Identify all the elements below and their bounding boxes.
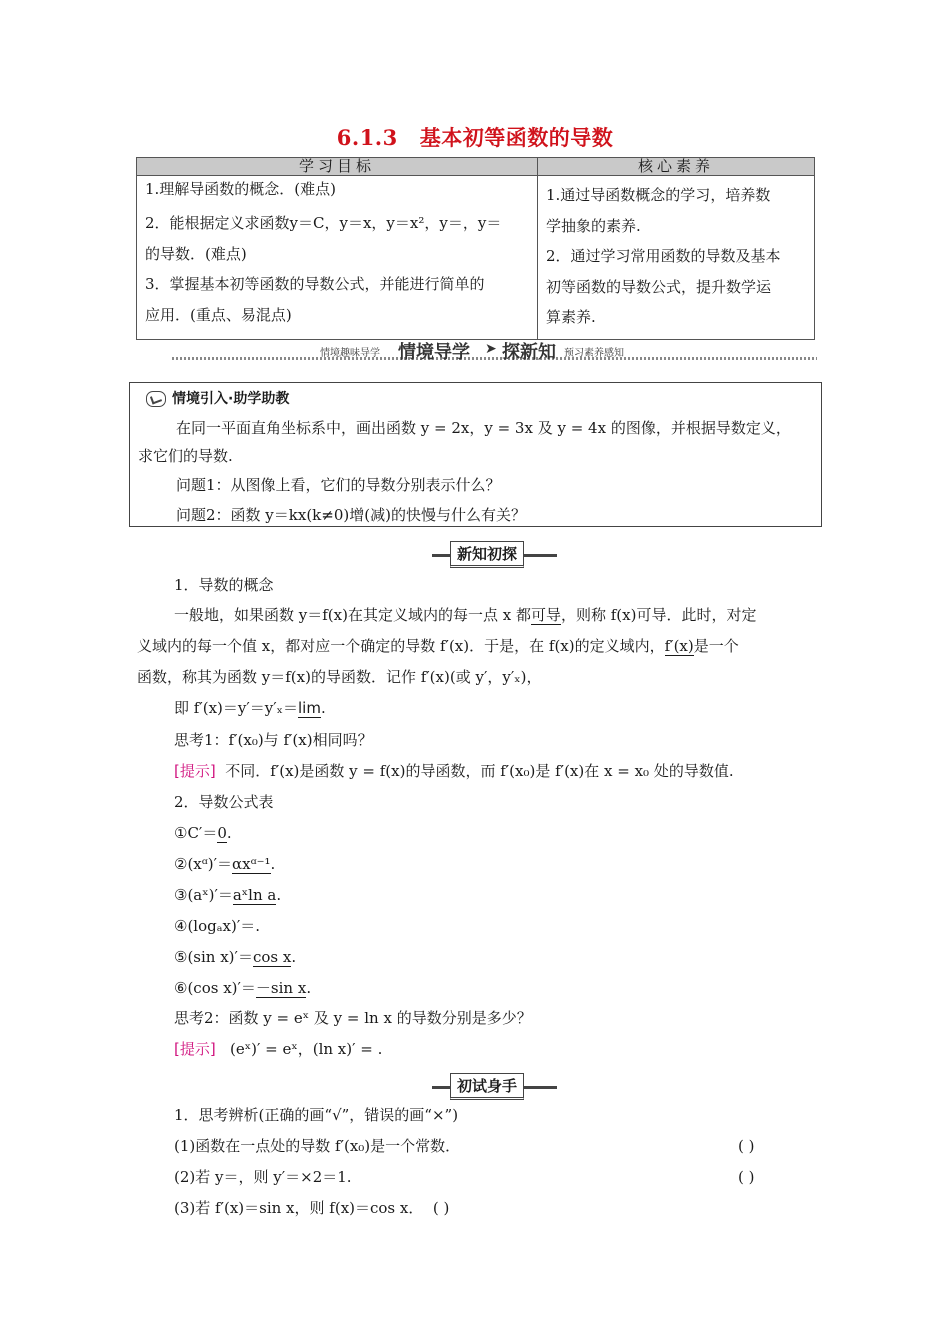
literacy-line: 算素养. — [546, 308, 596, 326]
s1-para-line — [174, 605, 756, 625]
hint-text: (eˣ)′ = eˣ，(ln x)′ = . — [230, 1040, 383, 1058]
text-span: ，则称 f(x)可导．此时，对定 — [560, 606, 757, 624]
intro-line: 问题2：函数 y＝kx(k≠0)增(减)的快慢与什么有关？ — [176, 506, 526, 524]
think2-question: 思考2：函数 y = eˣ 及 y = ln x 的导数分别是多少？ — [174, 1009, 532, 1027]
text-span: 一般地，如果函数 y＝f(x)在其定义域内的每一点 x 都 — [174, 606, 531, 624]
section-banner — [172, 338, 817, 363]
intro-box — [129, 382, 822, 527]
hint-label: [提示] — [174, 1040, 216, 1058]
formula-lhs: ①C′＝ — [174, 824, 218, 842]
s2-heading: 2．导数公式表 — [174, 793, 274, 811]
banner-rule — [172, 357, 817, 360]
formula-row — [174, 854, 275, 874]
goals-header: 学习目标 — [137, 158, 538, 176]
banner-title-1: 情境导学 — [398, 342, 470, 363]
exercise-text: (3)若 f′(x)＝sin x，则 f(x)＝cos x． — [174, 1199, 424, 1217]
formula-lhs: ⑤(sin x)′＝ — [174, 948, 253, 966]
answer-blank[interactable]: ( ) — [738, 1168, 755, 1186]
banner-title-2: 探新知 — [502, 342, 556, 363]
hint-text: 不同．f′(x)是函数 y = f(x)的导函数，而 f′(x₀)是 f′(x)在 x = x₀ 处的导数值. — [225, 762, 734, 780]
literacy-line: 2．通过学习常用函数的导数及基本 — [546, 247, 781, 265]
goal-line: 2．能根据定义求函数y＝C，y＝x，y＝x²，y＝，y＝ — [145, 214, 502, 232]
intro-line: 问题1：从图像上看，它们的导数分别表示什么？ — [176, 476, 501, 494]
banner-left-text: 情境趣味导学 — [320, 348, 380, 359]
goal-line: 1.理解导函数的概念．(难点) — [145, 180, 337, 198]
exercise-item — [174, 1198, 449, 1218]
answer-blank[interactable]: ( ) — [432, 1199, 450, 1217]
goal-line: 的导数．(难点) — [145, 244, 247, 263]
hand-icon — [146, 391, 166, 407]
goals-cell — [137, 176, 538, 340]
intro-header-text: 情境引入·助学助教 — [172, 391, 290, 407]
formula-lhs: ④(logₐx)′＝ — [174, 917, 256, 935]
formula-row — [174, 885, 281, 905]
formula-row — [174, 947, 296, 967]
literacy-line: 学抽象的素养. — [546, 216, 641, 235]
text-span: . — [320, 699, 326, 717]
formula-end: . — [276, 886, 282, 904]
hint-label: [提示] — [174, 762, 216, 780]
page-title — [0, 122, 950, 152]
exercise-item: (1)函数在一点处的导数 f′(x₀)是一个常数． — [174, 1137, 461, 1155]
think2-hint — [174, 1039, 382, 1059]
formula-end: . — [255, 917, 261, 935]
formula-row — [174, 823, 232, 843]
formula-lhs: ②(xᵅ)′＝ — [174, 855, 233, 873]
exercise-item: (2)若 y＝，则 y′＝×2＝1. — [174, 1168, 352, 1186]
intro-line: 求它们的导数. — [138, 447, 233, 465]
think1-question: 思考1：f′(x₀)与 f′(x)相同吗？ — [174, 731, 373, 749]
formula-rhs: aˣln a — [232, 886, 277, 904]
goals-table — [136, 157, 815, 340]
underlined-answer: f′(x) — [664, 637, 694, 655]
underlined-answer: lim — [298, 699, 321, 717]
s1-heading: 1．导数的概念 — [174, 576, 274, 594]
s1-para-line: 函数，称其为函数 y＝f(x)的导函数．记作 f′(x)(或 y′，y′ₓ)， — [137, 668, 542, 686]
formula-rhs: 0 — [217, 824, 227, 842]
literacy-line: 1.通过导函数概念的学习，培养数 — [546, 186, 771, 204]
formula-lhs: ③(aˣ)′＝ — [174, 886, 233, 904]
section-bar-new — [432, 541, 557, 563]
text-span: 是一个 — [693, 637, 739, 655]
literacy-line: 初等函数的导数公式，提升数学运 — [546, 277, 772, 296]
derivative-definition — [174, 698, 326, 718]
think1-hint — [174, 761, 734, 781]
section-label: 初试身手 — [450, 1073, 524, 1100]
literacy-header: 核心素养 — [538, 158, 815, 176]
goal-line: 3．掌握基本初等函数的导数公式，并能进行简单的 — [145, 275, 485, 293]
formula-end: . — [226, 824, 232, 842]
s1-para-line — [137, 636, 739, 656]
formula-rhs: αxᵅ⁻¹ — [232, 855, 271, 873]
formula-rhs: cos x — [252, 948, 292, 966]
title-text: 基本初等函数的导数 — [419, 125, 614, 150]
text-span: 即 f′(x)＝y′＝y′ₓ＝ — [174, 699, 299, 717]
formula-end: . — [270, 855, 276, 873]
formula-row — [174, 978, 311, 998]
formula-row — [174, 916, 260, 936]
banner-right-text: 预习素养感知 — [564, 348, 624, 359]
section-label: 新知初探 — [450, 541, 524, 568]
arrow-icon: ➤ — [485, 341, 497, 357]
text-span: 义域内的每一个值 x，都对应一个确定的导数 f′(x)．于是，在 f(x)的定义域内， — [137, 637, 665, 655]
goal-line: 应用．(重点、易混点) — [145, 305, 292, 324]
underlined-answer: 可导 — [530, 606, 561, 624]
formula-rhs: －sin x — [255, 979, 307, 997]
literacy-cell — [538, 176, 815, 340]
formula-lhs: ⑥(cos x)′＝ — [174, 979, 256, 997]
intro-line: 在同一平面直角坐标系中，画出函数 y = 2x，y = 3x 及 y = 4x 的图像，并根据导数定义， — [176, 419, 791, 437]
section-number: 6.1.3 — [336, 125, 398, 150]
formula-end: . — [291, 948, 297, 966]
intro-header — [146, 388, 289, 408]
formula-end: . — [306, 979, 312, 997]
answer-blank[interactable]: ( ) — [738, 1137, 755, 1155]
section-bar-trial — [432, 1073, 557, 1095]
exercise-heading: 1．思考辨析(正确的画“√”，错误的画“×”) — [174, 1106, 459, 1124]
